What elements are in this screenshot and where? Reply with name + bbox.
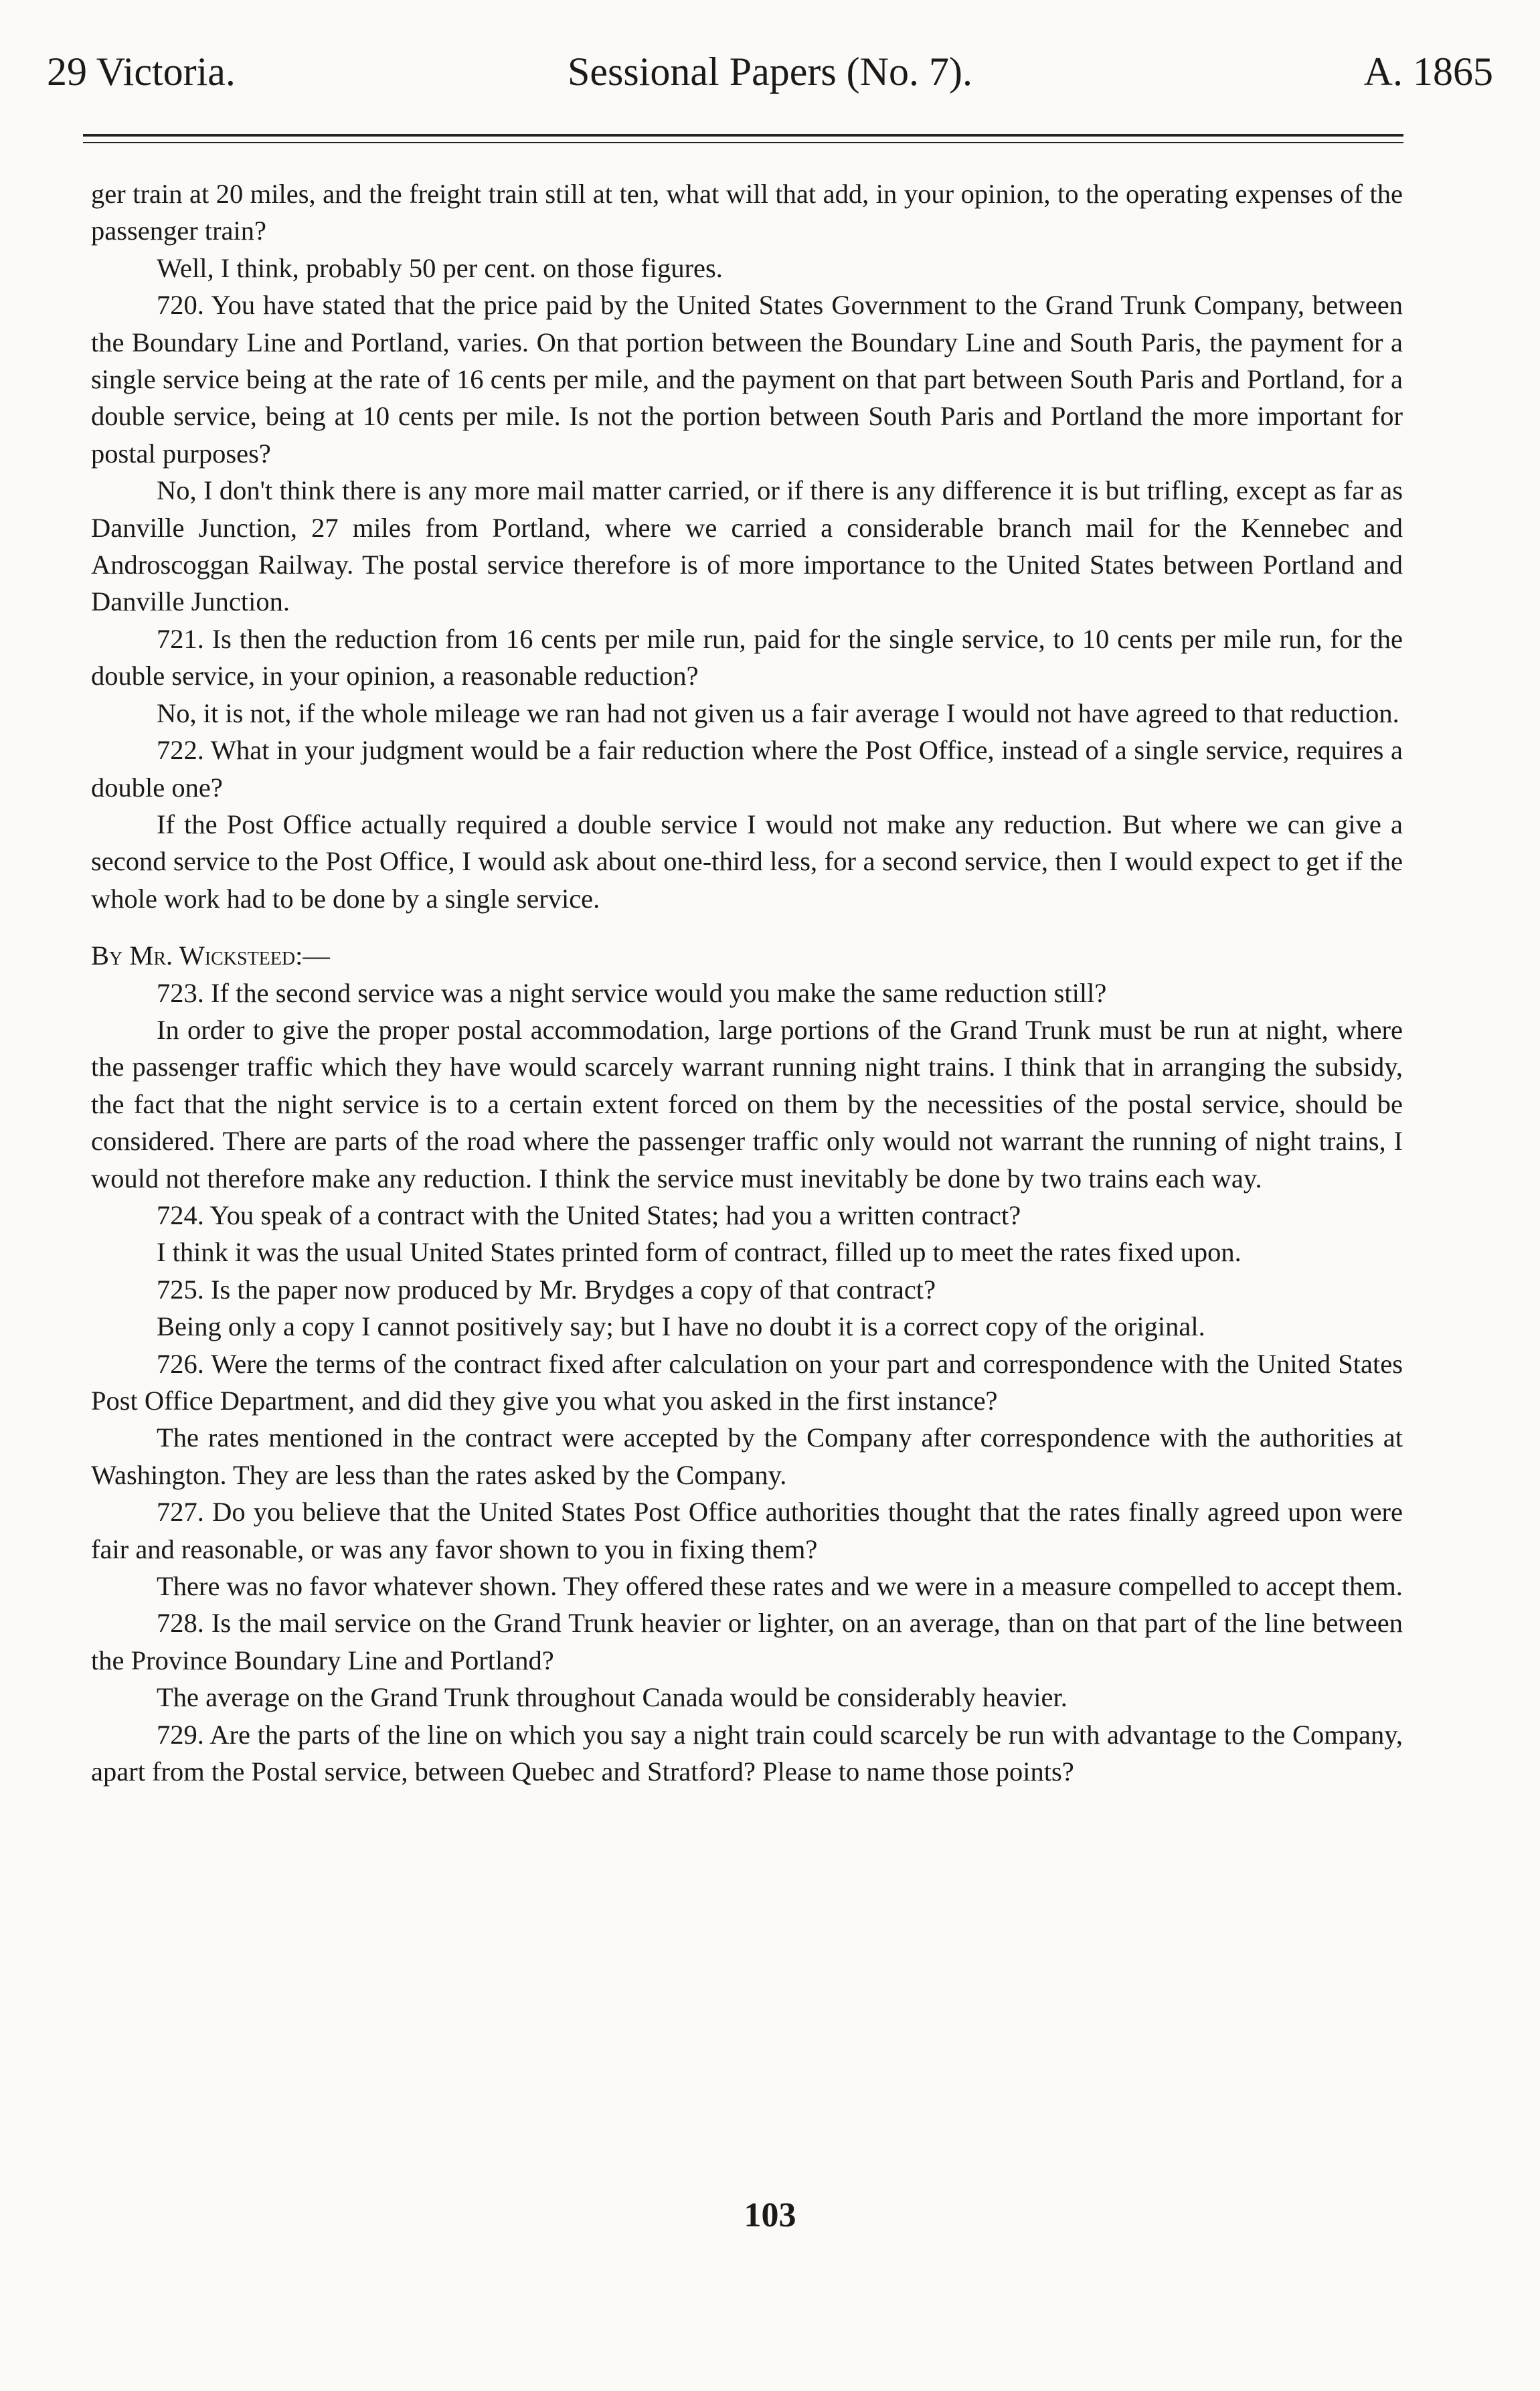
paragraph: If the Post Office actually required a double service I would not make any reduction. But where we can give a second service to the Post Office, I would ask about one-third less, for a second service, then I would expect to get if the whole work had to be done by a single service. [91, 809, 1403, 914]
paragraph: Being only a copy I cannot positively say; but I have no doubt it is a correct copy of the original. [157, 1311, 1205, 1342]
paragraph: 723. If the second service was a night service would you make the same reduction still? [157, 977, 1107, 1008]
paragraph: The average on the Grand Trunk throughout Canada would be considerably heavier. [157, 1682, 1067, 1713]
paragraph: Well, I think, probably 50 per cent. on those figures. [157, 252, 723, 283]
page-number: 103 [744, 2196, 796, 2234]
paragraph: 720. You have stated that the price paid by the United States Government to the Grand Trunk Company, between the Boundary Line and Portland, varies. On that portion between the Boundary Line and South Paris, the payment for a single service being at the rate of 16 cents per mile, and the payment on that part between South Paris and Portland, for a double service, being at 10 cents per mile. Is not the portion between South Paris and Portland the more important for postal purposes? [91, 290, 1403, 469]
paragraph: 729. Are the parts of the line on which you say a night train could scarcely be run with advantage to the Company, apart from the Postal service, between Quebec and Stratford? Please to name those points? [91, 1719, 1403, 1787]
document-body [91, 175, 1403, 1790]
paragraph: The rates mentioned in the contract were accepted by the Company after correspondence with the authorities at Washington. They are less than the rates asked by the Company. [91, 1422, 1403, 1490]
paragraph: 722. What in your judgment would be a fair reduction where the Post Office, instead of a single service, requires a double one? [91, 735, 1403, 803]
paragraph: 728. Is the mail service on the Grand Trunk heavier or lighter, on an average, than on that part of the line between the Province Boundary Line and Portland? [91, 1608, 1403, 1675]
paragraph: No, it is not, if the whole mileage we ran had not given us a fair average I would not have agreed to that reduction. [157, 697, 1399, 728]
paragraph: 721. Is then the reduction from 16 cents per mile run, paid for the single service, to 10 cents per mile run, for the double service, in your opinion, a reasonable reduction? [91, 623, 1403, 691]
page-header [47, 42, 1493, 102]
header-year: A. 1865 [1363, 50, 1493, 94]
paragraph: I think it was the usual United States printed form of contract, filled up to meet the rates fixed upon. [157, 1237, 1242, 1268]
paragraph: 727. Do you believe that the United States Post Office authorities thought that the rates finally agreed upon were fair and reasonable, or was any favor shown to you in fixing them? [91, 1497, 1403, 1564]
paragraph: 724. You speak of a contract with the United States; had you a written contract? [157, 1200, 1021, 1230]
paragraph: There was no favor whatever shown. They offered these rates and we were in a measure compelled to accept them. [157, 1571, 1403, 1602]
header-session: 29 Victoria. [47, 50, 236, 94]
paragraph: No, I don't think there is any more mail matter carried, or if there is any difference it is but trifling, except as far as Danville Junction, 27 miles from Portland, where we carried a considerable branch mail for the Kennebec and Androscoggan Railway. The postal service therefore is of more importance to the United States between Portland and Danville Junction. [91, 475, 1403, 617]
paragraph: 726. Were the terms of the contract fixed after calculation on your part and correspondence with the United States Post Office Department, and did they give you what you asked in the first instance? [91, 1348, 1403, 1416]
header-rule-thin [83, 142, 1403, 143]
paragraph: 725. Is the paper now produced by Mr. Brydges a copy of that contract? [157, 1274, 936, 1305]
examiner-heading: By Mr. Wicksteed:— [91, 940, 330, 971]
paragraph: In order to give the proper postal accommodation, large portions of the Grand Trunk must be run at night, where the passenger traffic which they have would scarcely warrant running night trains. I think that in arranging the subsidy, the fact that the night service is to a certain extent forced on them by the necessities of the postal service, should be considered. There are parts of the road where the passenger traffic only would not warrant the running of night trains, I would not therefore make any reduction. I think the service must inevitably be done by two trains each way. [91, 1014, 1403, 1193]
header-rule-thick [83, 134, 1403, 137]
paragraph: ger train at 20 miles, and the freight train still at ten, what will that add, in your opinion, to the operating expenses of the passenger train? [91, 179, 1403, 246]
header-title: Sessional Papers (No. 7). [568, 50, 972, 94]
